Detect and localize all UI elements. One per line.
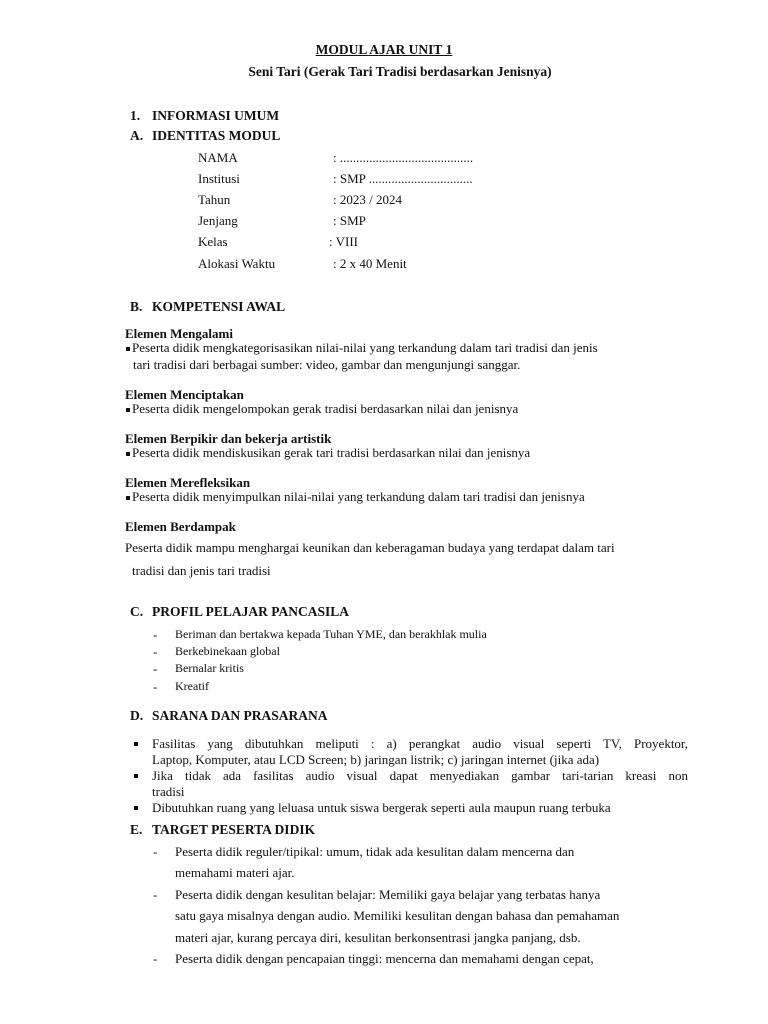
square-bullet-icon: [126, 452, 130, 456]
identity-key: Alokasi Waktu: [198, 256, 276, 271]
identity-value: : VIII: [329, 234, 359, 249]
dash-bullet-icon: -: [153, 679, 158, 694]
section-heading-target-peserta: TARGET PESERTA DIDIK: [152, 822, 316, 837]
element-text: Peserta didik menyimpulkan nilai-nilai yang terkandung dalam tari tradisi dan jenisnya: [132, 489, 585, 504]
element-text: Peserta didik mampu menghargai keunikan dan keberagaman budaya yang terdapat dalam tari: [125, 540, 615, 555]
square-bullet-icon: [126, 408, 130, 412]
identity-value: : .........................................: [333, 150, 474, 165]
dash-bullet-icon: -: [153, 627, 158, 642]
element-text: tari tradisi dari berbagai sumber: video, gambar dan mengunjungi sanggar.: [133, 357, 521, 372]
identity-key: NAMA: [198, 150, 238, 165]
document-title: MODUL AJAR UNIT 1: [315, 42, 453, 57]
list-item-line: Dibutuhkan ruang yang leluasa untuk siswa bergerak seperti aula maupun ruang terbuka: [152, 800, 611, 815]
element-heading: Elemen Berpikir dan bekerja artistik: [125, 431, 332, 446]
list-item: Berkebinekaan global: [175, 644, 280, 658]
section-heading-informasi-umum: INFORMASI UMUM: [152, 108, 280, 123]
dash-bullet-icon: -: [153, 661, 158, 676]
dash-bullet-icon: -: [153, 951, 158, 966]
element-text: tradisi dan jenis tari tradisi: [132, 563, 271, 578]
list-item-line: Peserta didik dengan pencapaian tinggi: mencerna dan memahami dengan cepat,: [175, 951, 594, 966]
element-heading: Elemen Mengalami: [125, 326, 233, 341]
section-letter: D.: [130, 708, 144, 723]
list-item-line: Laptop, Komputer, atau LCD Screen; b) jaringan listrik; c) jaringan internet (jika ada): [152, 752, 600, 767]
list-item-line: Peserta didik dengan kesulitan belajar: Memiliki gaya belajar yang terbatas hanya: [175, 887, 601, 902]
square-bullet-icon: [126, 347, 130, 351]
list-item-line: memahami materi ajar.: [175, 865, 295, 880]
list-item: Beriman dan bertakwa kepada Tuhan YME, dan berakhlak mulia: [175, 627, 487, 641]
dash-bullet-icon: -: [153, 844, 158, 859]
square-bullet-icon: [134, 806, 138, 810]
dash-bullet-icon: -: [153, 887, 158, 902]
square-bullet-icon: [134, 774, 138, 778]
element-text: Peserta didik mengelompokan gerak tradisi berdasarkan nilai dan jenisnya: [132, 401, 519, 416]
dash-bullet-icon: -: [153, 644, 158, 659]
section-heading-identitas-modul: IDENTITAS MODUL: [152, 128, 281, 143]
list-item: Kreatif: [175, 679, 209, 693]
list-item: Bernalar kritis: [175, 661, 244, 675]
document-subtitle: Seni Tari (Gerak Tari Tradisi berdasarkan Jenisnya): [248, 64, 552, 79]
section-letter: E.: [130, 822, 143, 837]
element-text: Peserta didik mendiskusikan gerak tari tradisi berdasarkan nilai dan jenisnya: [132, 445, 531, 460]
list-item-line: satu gaya misalnya dengan audio. Memiliki kesulitan dengan bahasa dan pemahaman: [175, 908, 620, 923]
list-item-line: tradisi: [152, 784, 185, 799]
identity-key: Kelas: [198, 234, 228, 249]
section-letter: C.: [130, 604, 144, 619]
square-bullet-icon: [134, 742, 138, 746]
identity-value: : SMP ................................: [333, 171, 473, 186]
element-heading: Elemen Merefleksikan: [125, 475, 251, 490]
identity-value: : 2 x 40 Menit: [333, 256, 407, 271]
identity-value: : SMP: [333, 213, 366, 228]
section-number: 1.: [130, 108, 141, 123]
element-text: Peserta didik mengkategorisasikan nilai-nilai yang terkandung dalam tari tradisi dan jenis: [132, 340, 598, 355]
identity-key: Jenjang: [198, 213, 238, 228]
list-item-line: Peserta didik reguler/tipikal: umum, tidak ada kesulitan dalam mencerna dan: [175, 844, 575, 859]
square-bullet-icon: [126, 496, 130, 500]
section-letter: B.: [130, 299, 143, 314]
identity-key: Tahun: [198, 192, 231, 207]
list-item-line: Fasilitas yang dibutuhkan meliputi : a) perangkat audio visual seperti TV, Proyektor,: [152, 736, 688, 751]
element-heading: Elemen Berdampak: [125, 519, 236, 534]
identity-value: : 2023 / 2024: [333, 192, 402, 207]
section-heading-kompetensi-awal: KOMPETENSI AWAL: [152, 299, 286, 314]
list-item-line: materi ajar, kurang percaya diri, kesulitan berkonsentrasi jangka panjang, dsb.: [175, 930, 581, 945]
section-letter: A.: [130, 128, 144, 143]
element-heading: Elemen Menciptakan: [125, 387, 244, 402]
list-item-line: Jika tidak ada fasilitas audio visual dapat menyediakan gambar tari-tarian kreasi non: [152, 768, 688, 783]
identity-key: Institusi: [198, 171, 240, 186]
section-heading-sarana-prasarana: SARANA DAN PRASARANA: [152, 708, 328, 723]
section-heading-profil-pelajar: PROFIL PELAJAR PANCASILA: [152, 604, 350, 619]
